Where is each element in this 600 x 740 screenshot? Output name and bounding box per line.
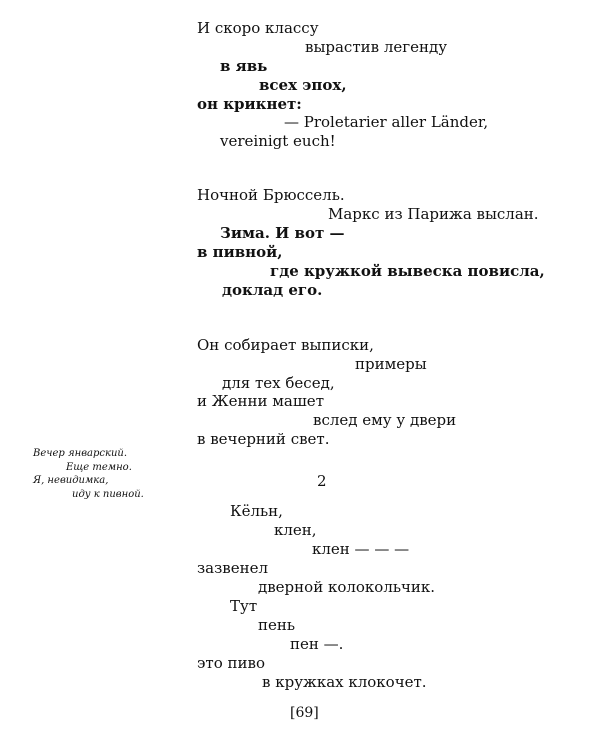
sidenote-line: Я, невидимка, [33, 475, 109, 486]
poem-line: Маркс из Парижа выслан. [328, 205, 539, 223]
poem-line: и Женни машет [197, 392, 324, 410]
poem-line: где кружкой вывеска повисла, [270, 262, 545, 280]
poem-line: примеры [355, 355, 427, 373]
poem-line: зазвенел [197, 559, 269, 577]
poem-line: дверной колокольчик. [258, 578, 436, 596]
poem-line: Он собирает выписки, [197, 336, 374, 354]
poem-line: Тут [230, 597, 258, 615]
poem-line: это пиво [197, 654, 265, 672]
poem-line: пень [258, 616, 296, 634]
poem-line: vereinigt euch! [220, 132, 336, 150]
sidenote-line: иду к пивной. [72, 489, 144, 500]
poem-line: клен — — — [312, 540, 410, 558]
sidenote-line: Вечер январский. [33, 448, 128, 459]
poem-line: Ночной Брюссель. [197, 186, 345, 204]
poem-line: пен —. [290, 635, 344, 653]
poem-line: вырастив легенду [305, 38, 448, 56]
poem-line: всех эпох, [259, 76, 347, 94]
poem-line: в пивной, [197, 243, 283, 261]
poem-line: он крикнет: [197, 95, 302, 113]
poem-line: Кёльн, [230, 502, 283, 520]
poem-line: вслед ему у двери [313, 411, 457, 429]
poem-line: Зима. И вот — [220, 224, 345, 242]
poem-line: в явь [220, 57, 268, 75]
poem-line: И скоро классу [197, 19, 319, 37]
poem-line: клен, [274, 521, 317, 539]
poem-line: в вечерний свет. [197, 430, 330, 448]
sidenote-line: Еще темно. [66, 462, 132, 473]
poem-line: для тех бесед, [222, 374, 335, 392]
poem-line: в кружках клокочет. [262, 673, 427, 691]
section-number: 2 [317, 472, 327, 490]
poem-line: — Proletarier aller Länder, [284, 113, 489, 131]
poem-line: доклад его. [222, 281, 323, 299]
page-number: [69] [290, 705, 319, 721]
